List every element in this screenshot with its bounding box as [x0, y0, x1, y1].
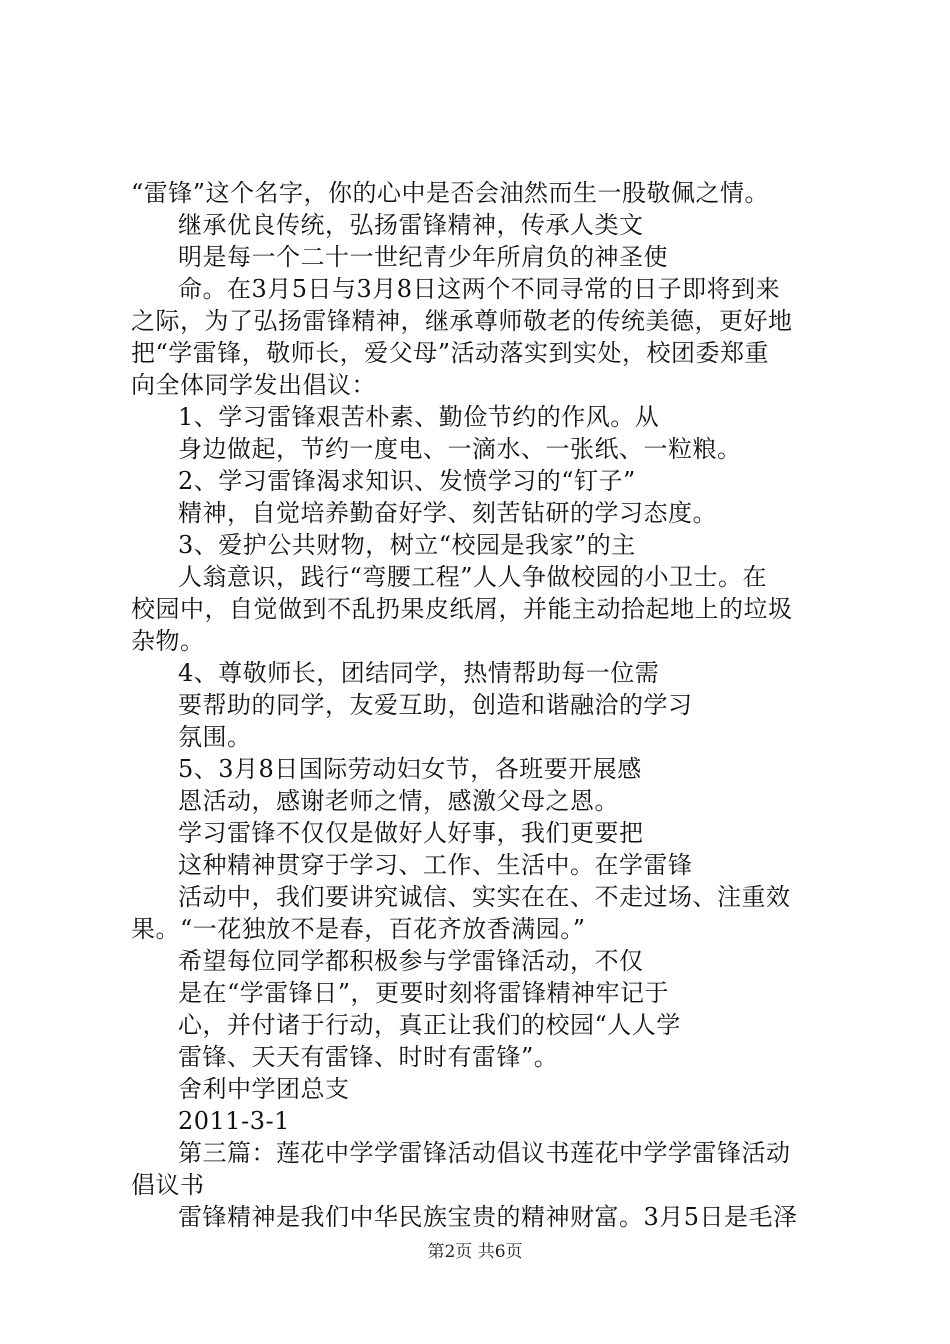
text-line-22: 这种精神贯穿于学习、工作、生活中。在学雷锋 [178, 851, 693, 879]
text-line-27: 心，并付诸于行动，真正让我们的校园“人人学 [178, 1011, 681, 1039]
text-line-13: 人翁意识，践行“弯腰工程”人人争做校园的小卫士。在 [178, 563, 768, 591]
text-line-1: “雷锋”这个名字，你的心中是否会油然而生一股敬佩之情。 [131, 179, 770, 207]
text-line-9: 身边做起，节约一度电、一滴水、一张纸、一粒粮。 [178, 435, 742, 463]
text-line-20: 恩活动，感谢老师之情，感激父母之恩。 [178, 787, 619, 815]
text-line-10: 2、学习雷锋渴求知识、发愤学习的“钉子” [178, 467, 636, 495]
text-line-21: 学习雷锋不仅仅是做好人好事，我们更要把 [178, 819, 644, 847]
text-line-24: 果。“一花独放不是春，百花齐放香满园。” [131, 915, 586, 943]
text-line-19: 5、3月8日国际劳动妇女节，各班要开展感 [178, 755, 642, 783]
text-line-11: 精神，自觉培养勤奋好学、刻苦钻研的学习态度。 [178, 499, 717, 527]
text-line-30: 2011-3-1 [178, 1107, 290, 1135]
text-line-18: 氛围。 [178, 723, 252, 751]
text-line-14: 校园中，自觉做到不乱扔果皮纸屑，并能主动拾起地上的垃圾 [131, 595, 793, 623]
text-line-15: 杂物。 [131, 627, 205, 655]
text-line-29: 舍利中学团总支 [178, 1075, 350, 1103]
text-line-12: 3、爱护公共财物，树立“校园是我家”的主 [178, 531, 636, 559]
text-line-8: 1、学习雷锋艰苦朴素、勤俭节约的作风。从 [178, 403, 660, 431]
text-line-17: 要帮助的同学，友爱互助，创造和谐融洽的学习 [178, 691, 693, 719]
text-line-26: 是在“学雷锋日”，更要时刻将雷锋精神牢记于 [178, 979, 670, 1007]
text-line-3: 明是每一个二十一世纪青少年所肩负的神圣使 [178, 243, 668, 271]
text-line-33: 雷锋精神是我们中华民族宝贵的精神财富。3月5日是毛泽 [178, 1203, 798, 1231]
text-line-5: 之际，为了弘扬雷锋精神，继承尊师敬老的传统美德，更好地 [131, 307, 793, 335]
text-line-2: 继承优良传统，弘扬雷锋精神，传承人类文 [178, 211, 644, 239]
text-line-28: 雷锋、天天有雷锋、时时有雷锋”。 [178, 1043, 559, 1071]
section-heading-continued: 倡议书 [131, 1171, 205, 1199]
text-line-4: 命。在3月5日与3月8日这两个不同寻常的日子即将到来 [178, 275, 781, 303]
page-number-footer: 第2页 共6页 [427, 1242, 523, 1262]
text-line-23: 活动中，我们要讲究诚信、实实在在、不走过场、注重效 [178, 883, 791, 911]
text-line-7: 向全体同学发出倡议： [131, 371, 376, 399]
section-heading: 第三篇：莲花中学学雷锋活动倡议书莲花中学学雷锋活动 [178, 1139, 791, 1167]
text-line-6: 把“学雷锋，敬师长，爱父母”活动落实到实处，校团委郑重 [131, 339, 770, 367]
text-line-25: 希望每位同学都积极参与学雷锋活动，不仅 [178, 947, 644, 975]
text-line-16: 4、尊敬师长，团结同学，热情帮助每一位需 [178, 659, 660, 687]
